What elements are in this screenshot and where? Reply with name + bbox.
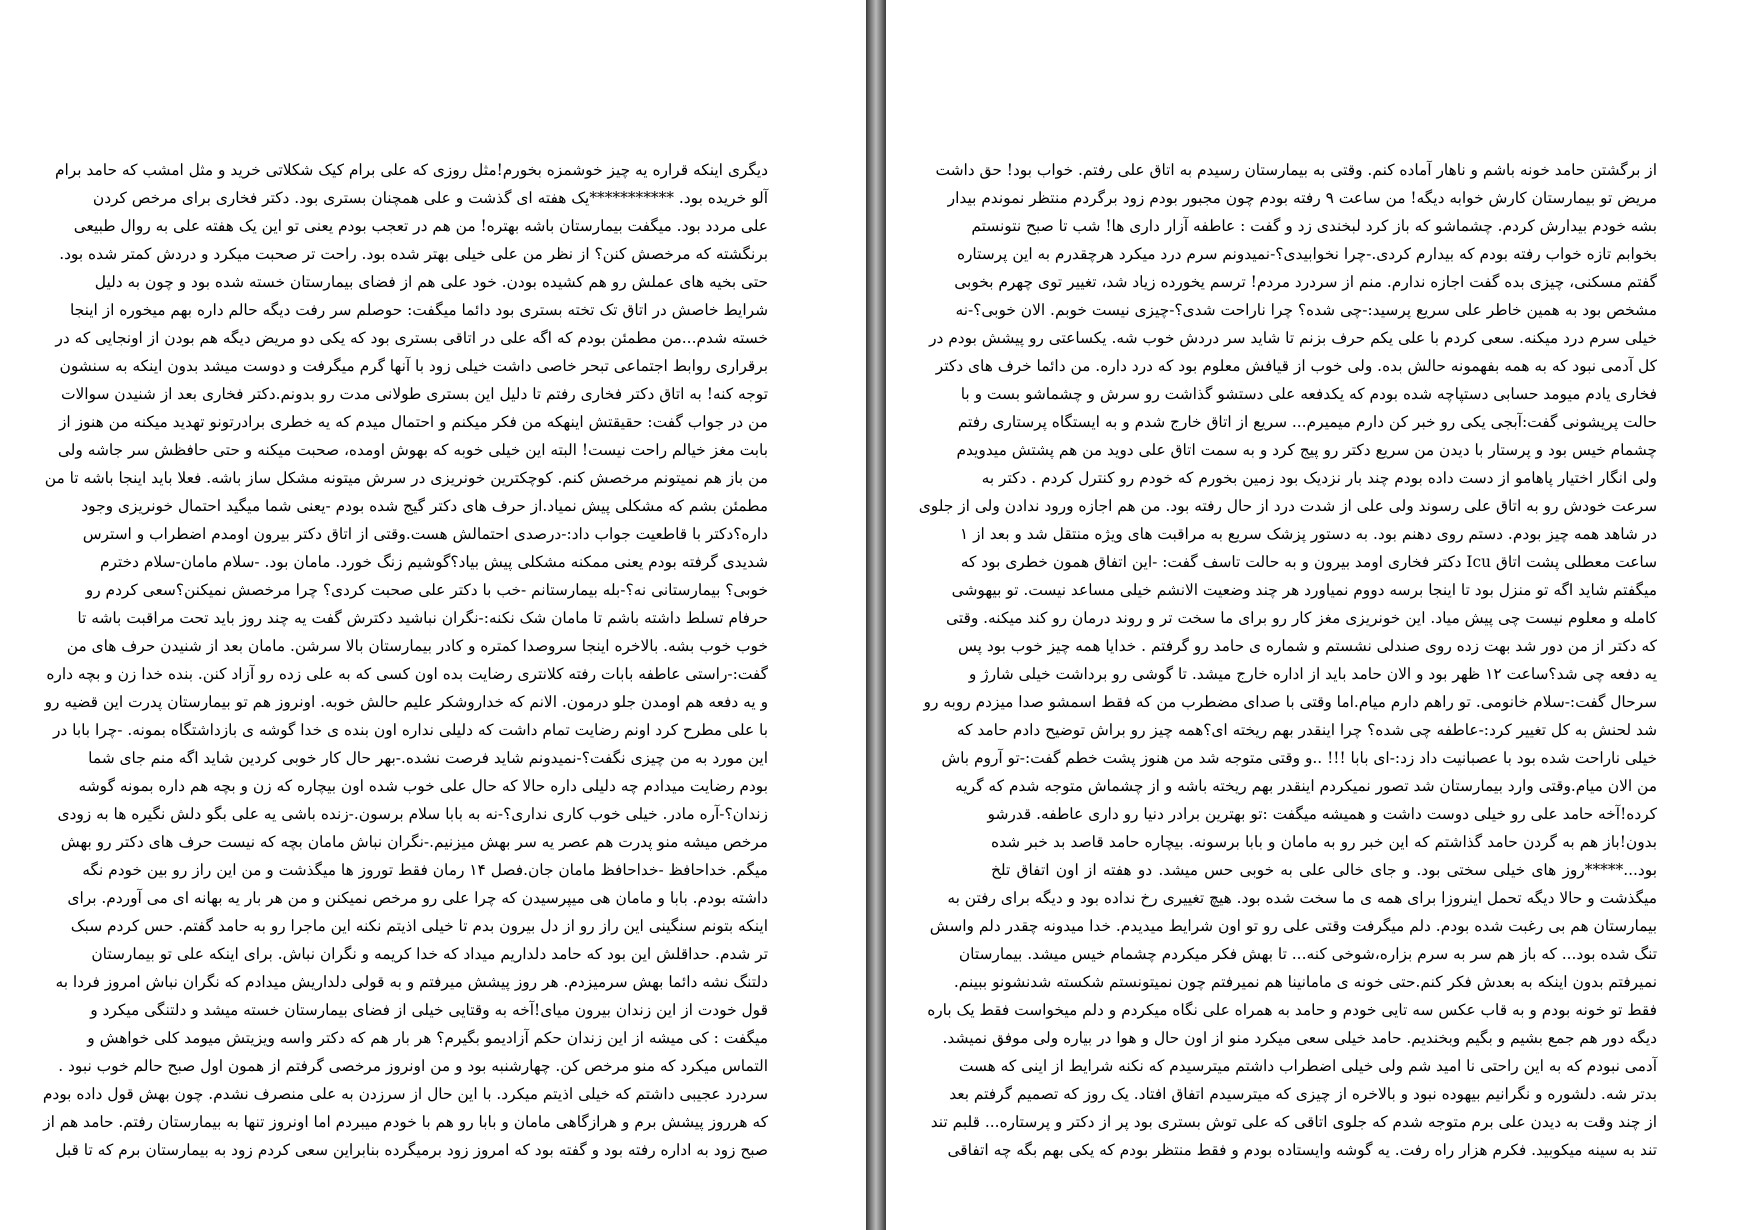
text-line: صبح زود به اداره رفته بود و گفته بود که امروز زود برمیگرده بنابراین سعی کردم زود به بیمارستان برم که تا قبل (55, 1141, 768, 1159)
right-page (886, 0, 1752, 1230)
text-line: مرخص میشه منو پدرت هم عصر یه سر بهش میزنیم.-نگران نباش مامان بچه که نیست حرف های دکتر رو بهش (60, 833, 768, 851)
text-line: مریض تو بیمارستان کارش خوابه دیگه! من ساعت ۹ رفته بودم چون مجبور بودم زود برگردم منتظر نموندم بیدار (947, 189, 1657, 207)
text-line: برنگشته که مرخصش کنن؟ از نظر من علی خیلی بهتر شده بود. راحت تر صحبت میکرد و دردش کمتر شده بود. (59, 245, 768, 263)
text-line: بشه خودم بیدارش کردم. چشماشو که باز کرد لبخندی زد و گفت : عاطفه آزار داری ها! شب تا صبح نتونستم (971, 217, 1657, 235)
text-line: سرعت خودش رو به اتاق علی رسوند ولی علی از شدت درد از حال رفته بود. من هم اجازه ورود ندادن ولی از جلوی (918, 497, 1657, 515)
text-line: نمیرفتم بدون اینکه به بعدش فکر کنم.حتی خونه ی مامانینا هم نمیرفتم چون نمیتونستم شکسته شدنشونو ببینم. (953, 973, 1657, 991)
text-line: بود...*****روز های خیلی سختی بود. و جای خالی علی به خوبی حس میشد. دو هفته از اون اتفاق تلخ (991, 861, 1657, 879)
text-line: کرده!آخه حامد علی رو خیلی دوست داشت و همیشه میگفت :تو بهترین برادر دنیا رو داری عاطفه. قدرشو (987, 805, 1657, 823)
text-line: کل آدمی نبود که به همه بفهمونه حالش بده. ولی خوب از قیافش معلوم بود که درد داره. من دائما خرف های دکتر (935, 357, 1657, 375)
text-line: شرایط خاصش در اتاق تک تخته بستری بود دائما میگفت: حوصلم سر رفت دیگه حالم داره بهم میخوره از اینجا (69, 301, 768, 319)
text-line: خسته شدم...من مطمئن بودم که اگه علی در اتاقی بستری بود که یکی دو مریض دیگه هم بودن از اونجایی که در (55, 329, 768, 347)
text-line: که دکتر از من دور شد بهت زده روی صندلی نشستم و شماره ی حامد رو گرفتم . خدایا همه چیز خوب بود پس (958, 637, 1657, 655)
text-line: حالت پریشونی گفت:آبجی یکی رو خبر کن دارم میمیرم... سریع از اتاق خارج شدم و به ایستگاه پرستاری رفتم (957, 413, 1657, 431)
text-line: من در جواب گفت: حقیقتش اینهکه من فکر میکنم و احتمال میدم که یه خطری برادرتونو تهدید میکنه من هنوز از (59, 413, 768, 431)
text-line: در شاهد همه چیز بودم. دستم روی دهنم بود. به دستور پزشک سریع به مراقبت های ویژه منتقل شد و بعد از ۱ (959, 525, 1657, 543)
text-line: بودم رضایت میدادم چه دلیلی داره حالا که حال علی خوب شده اون بیچاره که زن و بچه هم داره بمونه گوشه (78, 777, 768, 795)
text-line: حتی بخیه های عملش رو هم کشیده بودن. خود علی هم از فضای بیمارستان خسته شده بود و چون به دلیل (94, 273, 768, 291)
text-line: من باز هم نمیتونم مرخصش کنم. کوچکترین خونریزی در سرش میتونه مشکل ساز باشه. فعلا باید اینجا باشه تا من (44, 469, 768, 487)
text-line: از برگشتن حامد خونه باشم و ناهار آماده کنم. وقتی به بیمارستان رسیدم به اتاق علی رفتم. خواب بود! حق داشت (935, 161, 1657, 179)
text-line: دلتنگ نشه دائما بهش سرمیزدم. هر روز پیشش میرفتم و به قولی دلداریش میدادم که نگران نباش امروز فردا به (55, 973, 768, 991)
left-page-text (42, 156, 768, 1164)
text-line: خوب خوب بشه. بالاخره اینجا سروصدا کمتره و کادر بیمارستان بالا سرشن. مامان بعد از شنیدن حرف های من (66, 637, 768, 655)
text-line: علی مردد بود. میگفت بیمارستان باشه بهتره! من هم در تعجب بودم یعنی تو این یک هفته علی به روال طبیعی (73, 217, 768, 235)
text-line: سردرد عجیبی داشتم که خیلی اذیتم میکرد. با این حال از سرزدن به علی منصرف نشدم. چون بهش قول داده بودم (42, 1085, 768, 1103)
text-line: زندان؟-آره مادر. خیلی خوب کاری نداری؟-نه به بابا سلام برسون.-زنده باشی یه علی بگو دلش نگیره ها به زودی (57, 805, 768, 823)
text-line: دیگه دور هم جمع بشیم و بگیم وبخندیم. حامد خیلی سعی میکرد منو از اون حال و هوا در بیاره ولی موفق نمیشد. (942, 1029, 1657, 1047)
text-line: میگذشت و حالا دیگه تحمل اینروزا برای همه ی ما سخت شده بود. هیچ تغییری رخ نداده بود و دیگه برای رفتن به (947, 889, 1657, 907)
text-line: تنگ شده بود... که باز هم سر به سرم بزاره،شوخی کنه... تا بهش فکر میکردم چشمام خیس میشد. بیمارستان (958, 945, 1657, 963)
text-line: التماس میکرد که منو مرخص کن. چهارشنبه بود و من اونروز مرخصی گرفتم از همون اول صبح حالم خوب نبود . (58, 1057, 768, 1075)
page-gutter (866, 0, 886, 1230)
text-line: با علی مطرح کرد اونم رضایت تمام داشت که دلیلی نداره اون بنده ی خدا گوشه ی بازداشتگاه بمونه. -چرا بابا در (52, 721, 768, 739)
text-line: اینکه بتونم سنگینی این راز رو از دل بیرون بدم تا خیلی اذیتم نکنه این ماجرا رو به حامد گفتم. حس کردم سبک (70, 917, 768, 935)
text-line: مطمئن بشم که مشکلی پیش نمیاد.از حرف های دکتر گیج شده بودم -یعنی شما میگید احتمال خونریزی وجود (81, 497, 768, 515)
text-line: خیلی سرم درد میکنه. سعی کردم با علی یکم حرف بزنم تا شاید سر دردش خوب شه. یکساعتی رو پیشش بودم در (929, 329, 1657, 347)
text-line: مشخص بود به همین خاطر علی سریع پرسید:-چی شده؟ چرا ناراحت شدی؟-چیزی نیست خوبم. الان خوبی؟-نه (955, 301, 1657, 319)
text-line: فخاری یادم میومد حسابی دستپاچه شده بودم که یکدفعه علی دستشو گذاشت رو سرش و چشماشو بست و با (960, 385, 1657, 403)
text-line: حرفام تسلط داشته باشم تا مامان شک نکنه:-نگران نباشید دکترش گفت یه چند روز باید تحت مراقبت باشه تا (77, 609, 768, 627)
text-line: دیگری اینکه قراره یه چیز خوشمزه بخورم!مثل روزی که علی برام کیک شکلاتی خرید و مثل امشب که حامد برام (55, 161, 768, 179)
text-line: ساعت معطلی پشت اتاق Icu دکتر فخاری اومد بیرون و به حالت تاسف گفت: -این اتفاق همون خطری بود که (960, 553, 1657, 571)
text-line: شدیدی گرفته بودم یعنی ممکنه مشکلی پیش بیاد؟گوشیم زنگ خورد. مامان بود. -سلام مامان-سلام دخترم (99, 553, 768, 571)
left-page (0, 0, 866, 1230)
text-line: که هرروز پیشش برم و هرازگاهی مامان و بابا رو هم با خودم میبردم اما اونروز تنها به بیمارستان رفتم. حامد هم از (43, 1113, 768, 1131)
text-line: شد لحنش به کل تغییر کرد:-عاطفه چی شده؟ چرا اینقدر بهم ریخته ای؟همه چیز رو براش توضیح دادم حامد که (956, 721, 1657, 739)
text-line: بابت مغز خیالم راحت نیست! البته این خیلی خوبه که بهوش اومده، صحبت میکنه و حتی حافظش سر جاشه ولی (57, 441, 768, 459)
text-line: سرحال گفت:-سلام خانومی. تو راهم دارم میام.اما وقتی با صدای مضطرب من که فقط اسمشو صدا میزدم روبه رو (923, 693, 1657, 711)
text-line: بدتر شه. دلشوره و نگرانیم بیهوده نبود و بالاخره از چیزی که میترسیدم اتفاق افتاد. یک روز که تصمیم گرفتم بعد (949, 1085, 1657, 1103)
text-line: میگفتم شاید اگه تو منزل بود تا اینجا برسه دووم نمیاورد هر چند وضعیت الانشم خیلی مساعد نیست. تو بیهوشی (951, 581, 1657, 599)
text-line: توجه کنه! به اتاق دکتر فخاری رفتم تا دلیل این بستری طولانی مدت رو بدونم.دکتر فخاری بعد از شنیدن سوالات (60, 385, 768, 403)
text-line: خیلی ناراحت شده بود با عصبانیت داد زد:-ای بابا !!! ..و وقتی متوجه شد من هنوز پشت خطم گفت:-تو آروم باش (941, 749, 1657, 767)
text-line: آلو خریده بود. ***********یک هفته ای گذشت و علی همچنان بستری بود. دکتر فخاری برای مرخص کردن (92, 189, 768, 207)
text-line: فقط تو خونه بودم و به قاب عکس سه تایی خودم و حامد به همراه علی نگاه میکردم و دلم میخواست فقط یک باره (927, 1001, 1657, 1019)
text-line: داشته بودم. بابا و مامان هی میپرسیدن که چرا علی رو مرخص نمیکنن و من هر بار یه بهانه ای می آوردم. برای (67, 889, 768, 907)
text-line: خوبی؟ بیمارستانی نه؟-بله بیمارستانم -خب با دکتر علی صحبت کردی؟ چرا مرخصش نمیکنن؟سعی کردم رو (85, 581, 768, 599)
text-line: تند به سینه میکوبید. فکرم هزار راه رفت. یه گوشه وایستاده بودم و فقط منتظر بودم که یکی بهم بگه چه اتفاقی (947, 1141, 1657, 1159)
text-line: من الان میام.وقتی وارد بیمارستان شد تصور نمیکردم اینقدر بهم ریخته باشه و از چشماش متوجه شدم که گریه (955, 777, 1657, 795)
text-line: میگفت : کی میشه از این زندان حکم آزادیمو بگیرم؟ هر بار هم که دکتر واسه ویزیتش میومد کلی خواهش و (87, 1029, 768, 1047)
right-page-text (918, 156, 1657, 1164)
text-line: چشمام خیس بود و پرستار با دیدن من سریع دکتر رو پیج کرد و به سمت اتاق علی دوید من هم پشتش میدویدم (956, 441, 1657, 459)
text-line: کامله و معلوم نیست چی پیش میاد. این خونریزی مغز کار رو برای ما سخت تر و روند درمان رو کند میکنه. وقتی (946, 609, 1657, 627)
text-line: قول خودت از این زندان بیرون میای!آخه به وقتایی خیلی از فضای بیمارستان خسته میشد و دلتنگی میکرد و (90, 1001, 768, 1019)
text-line: ولی انگار اختیار پاهامو از دست داده بودم چند بار نزدیک بود زمین بخورم که خودم رو کنترل کردم . دکتر به (981, 469, 1657, 487)
text-line: گفت:-راستی عاطفه بابات رفته کلانتری رضایت بده اون کسی که به علی زده رو آزاد کنن. بنده خدا زن و بچه داره (46, 665, 768, 683)
text-line: تر شدم. حداقلش این بود که حامد دلداریم میداد که خدا کریمه و نگران نباش. برای اینکه علی تو بیمارستان (91, 945, 768, 963)
text-line: بیمارستان هم بی رغبت شده بودم. دلم میگرفت وقتی علی رو تو اون شرایط میدیدم. خدا میدونه چقدر دلم واسش (929, 917, 1657, 935)
text-line: گفتم مسکنی، چیزی بده گفت اجازه ندارم. منم از سردرد مردم! ترسم یخورده زیاد شد، تغییر توی چهرم بخوبی (954, 273, 1657, 291)
text-line: برقراری روابط اجتماعی تبحر خاصی داشت خیلی زود با آنها گرم میگرفت و دوست میشد بدون اینکه به سنشون (59, 357, 768, 375)
text-line: داره؟دکتر با قاطعیت جواب داد:-درصدی احتمالش هست.وقتی از اتاق دکتر بیرون اومدم اضطراب و استرس (82, 525, 768, 543)
text-line: میگم. خداحافظ -خداحافظ مامان جان.فصل ۱۴ رمان فقط تو‌روز ها میگذشت و من این راز رو بین خودم نگه (82, 861, 768, 879)
text-line: این مورد به من چیزی نگفت؟-نمیدونم شاید فرصت نشده.-بهر حال کار خوبی کردین شاید اگه منم جای شما (88, 749, 768, 767)
text-line: یه دفعه چی شد؟ساعت ۱۲ ظهر بود و الان حامد باید از اداره خارج میشد. تا گوشی رو برداشت خیلی شارژ و (968, 665, 1657, 683)
text-line: بدون!باز هم به گردن حامد گذاشتم که این خبر رو به مامان و بابا برسونه. بیچاره حامد قاصد بد خبر شده (991, 833, 1657, 851)
text-line: آدمی نبودم که به این راحتی نا امید شم ولی خیلی اضطراب داشتم میترسیدم که نکنه شرایط از اینی که هست (958, 1057, 1657, 1075)
text-line: بخوابم تازه خواب رفته بودم که بیدارم کردی.-چرا نخوابیدی؟-نمیدونم سرم درد میکرد هرچقدرم به این پرستاره (956, 245, 1657, 263)
text-line: از چند وقت به دیدن علی برم متوجه شدم که جلوی اتاقی که علی توش بستری بود پر از دکتر و پرستاره... قلبم تند (930, 1113, 1657, 1131)
text-line: و یه دفعه هم اومدن جلو درمون. الانم که خداروشکر علیم حالش خوبه. اونروز هم تو بیمارستان پدرت این قضیه رو (44, 693, 768, 711)
